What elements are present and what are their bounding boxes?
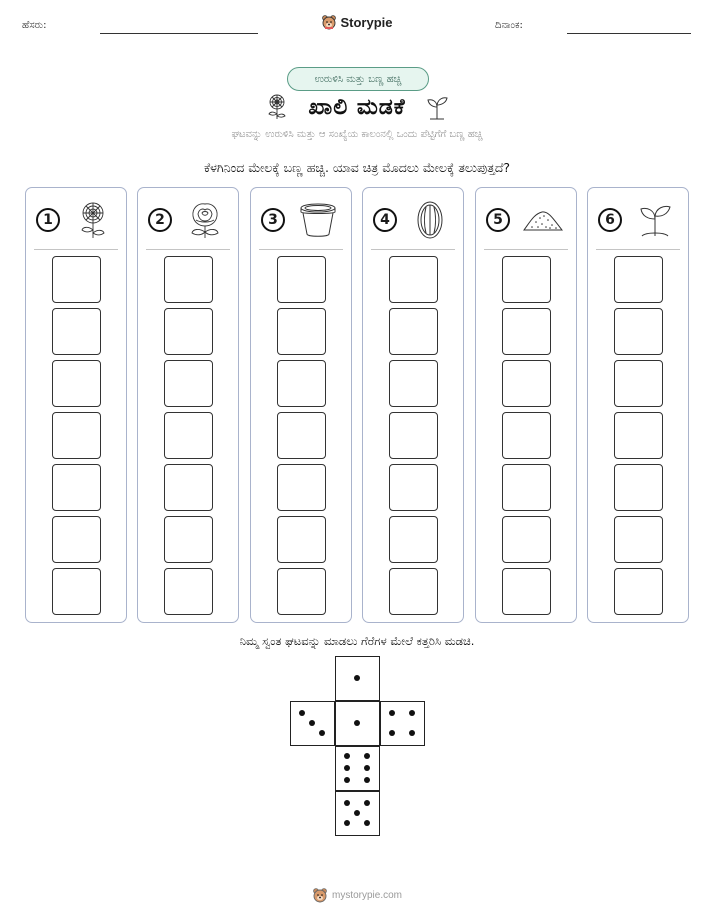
color-box[interactable]: [52, 516, 101, 563]
brand-logo: [0, 14, 714, 33]
color-box[interactable]: [277, 516, 326, 563]
color-box[interactable]: [614, 464, 663, 511]
die-pip: [299, 710, 305, 716]
color-box[interactable]: [502, 464, 551, 511]
die-pip: [409, 730, 415, 736]
color-box[interactable]: [52, 256, 101, 303]
date-line: [567, 33, 691, 34]
chrysanthemum-icon: [72, 200, 114, 240]
bear-mascot-icon: [321, 14, 337, 30]
color-box[interactable]: [614, 568, 663, 615]
chrysanthemum-icon: [264, 93, 290, 121]
die-pip: [364, 820, 370, 826]
cut-fold-instruction: ನಿಮ್ಮ ಸ್ವಂತ ಘಟವನ್ನು ಮಾಡಲು ಗೆರೆಗಳ ಮೇಲೆ ಕತ್ತರಿಸಿ ಮಡಚಿ.: [239, 634, 475, 648]
die-face: [335, 701, 380, 746]
column-header: [588, 200, 688, 240]
die-pip: [344, 765, 350, 771]
die-pip: [344, 753, 350, 759]
color-box[interactable]: [389, 256, 438, 303]
soil-pile-icon: [522, 200, 564, 240]
column-number: 1: [36, 208, 60, 232]
color-box[interactable]: [502, 412, 551, 459]
subtitle: ಘಟವನ್ನು ಉರುಳಿಸಿ ಮತ್ತು ಆ ಸಂಖ್ಯೆಯ ಕಾಲಂನಲ್ಲಿ ಒಂದು ಪೆಟ್ಟಿಗೆಗೆ ಬಣ್ಣ ಹಚ್ಚಿ: [231, 129, 483, 140]
brand-name: Storypie: [340, 14, 393, 30]
color-box[interactable]: [614, 308, 663, 355]
die-pip: [389, 710, 395, 716]
sprout-icon: [634, 200, 676, 240]
color-box[interactable]: [164, 464, 213, 511]
color-box[interactable]: [502, 516, 551, 563]
column-divider: [259, 249, 343, 250]
page-title: ಖಾಲಿ ಮಡಕೆ: [308, 94, 406, 120]
column-header: [476, 200, 576, 240]
color-box[interactable]: [277, 256, 326, 303]
color-box[interactable]: [277, 412, 326, 459]
die-pip: [319, 730, 325, 736]
die-pip: [309, 720, 315, 726]
die-pip: [389, 730, 395, 736]
color-box[interactable]: [52, 360, 101, 407]
color-box[interactable]: [389, 360, 438, 407]
header: [0, 14, 714, 38]
column-number: 4: [373, 208, 397, 232]
die-face: [335, 656, 380, 701]
activity-tag: ಉರುಳಿಸಿ ಮತ್ತು ಬಣ್ಣ ಹಚ್ಚಿ: [287, 67, 429, 91]
column-3: [250, 187, 352, 623]
column-2: [137, 187, 239, 623]
color-box[interactable]: [614, 412, 663, 459]
color-box[interactable]: [52, 568, 101, 615]
column-5: [475, 187, 577, 623]
die-face: [290, 701, 335, 746]
name-label: ಹೆಸರು:: [22, 20, 47, 31]
die-face: [335, 746, 380, 791]
column-1: [25, 187, 127, 623]
column-divider: [596, 249, 680, 250]
flower-pot-icon: [297, 200, 339, 240]
color-box[interactable]: [614, 516, 663, 563]
title-row: [0, 90, 714, 124]
column-number: 3: [261, 208, 285, 232]
die-pip: [364, 765, 370, 771]
column-divider: [371, 249, 455, 250]
peony-icon: [184, 200, 226, 240]
footer: [0, 887, 714, 906]
column-header: [363, 200, 463, 240]
column-header: [251, 200, 351, 240]
color-box[interactable]: [389, 464, 438, 511]
die-pip: [364, 753, 370, 759]
die-pip: [344, 777, 350, 783]
bear-mascot-icon: [312, 887, 328, 903]
color-box[interactable]: [502, 308, 551, 355]
column-number: 2: [148, 208, 172, 232]
die-face: [380, 701, 425, 746]
color-box[interactable]: [164, 256, 213, 303]
column-divider: [34, 249, 118, 250]
color-box[interactable]: [389, 412, 438, 459]
column-4: [362, 187, 464, 623]
color-box[interactable]: [277, 464, 326, 511]
die-pip: [344, 820, 350, 826]
color-box[interactable]: [277, 308, 326, 355]
column-header: [138, 200, 238, 240]
color-box[interactable]: [277, 360, 326, 407]
color-box[interactable]: [164, 360, 213, 407]
column-divider: [146, 249, 230, 250]
die-pip: [354, 810, 360, 816]
die-pip: [354, 720, 360, 726]
color-box[interactable]: [389, 568, 438, 615]
color-box[interactable]: [52, 464, 101, 511]
color-box[interactable]: [52, 412, 101, 459]
column-6: [587, 187, 689, 623]
color-box[interactable]: [502, 360, 551, 407]
color-box[interactable]: [614, 360, 663, 407]
sprout-icon: [424, 93, 450, 121]
color-box[interactable]: [614, 256, 663, 303]
color-box[interactable]: [389, 308, 438, 355]
die-face: [335, 791, 380, 836]
instruction: ಕೆಳಗಿನಿಂದ ಮೇಲಕ್ಕೆ ಬಣ್ಣ ಹಚ್ಚಿ. ಯಾವ ಚಿತ್ರ ಮೊದಲು ಮೇಲಕ್ಕೆ ತಲುಪುತ್ತದೆ?: [203, 160, 511, 175]
color-box[interactable]: [52, 308, 101, 355]
die-pip: [364, 777, 370, 783]
seed-icon: [409, 200, 451, 240]
name-line: [100, 33, 258, 34]
color-box[interactable]: [277, 568, 326, 615]
color-box[interactable]: [502, 256, 551, 303]
die-pip: [409, 710, 415, 716]
die-pip: [344, 800, 350, 806]
site-url[interactable]: mystorypie.com: [331, 889, 402, 901]
color-box[interactable]: [164, 308, 213, 355]
color-box[interactable]: [502, 568, 551, 615]
column-number: 5: [486, 208, 510, 232]
color-box[interactable]: [164, 516, 213, 563]
column-divider: [484, 249, 568, 250]
color-box[interactable]: [164, 412, 213, 459]
color-box[interactable]: [389, 516, 438, 563]
die-pip: [354, 675, 360, 681]
date-label: ದಿನಾಂಕ:: [495, 20, 523, 31]
column-header: [26, 200, 126, 240]
die-pip: [364, 800, 370, 806]
color-box[interactable]: [164, 568, 213, 615]
column-number: 6: [598, 208, 622, 232]
